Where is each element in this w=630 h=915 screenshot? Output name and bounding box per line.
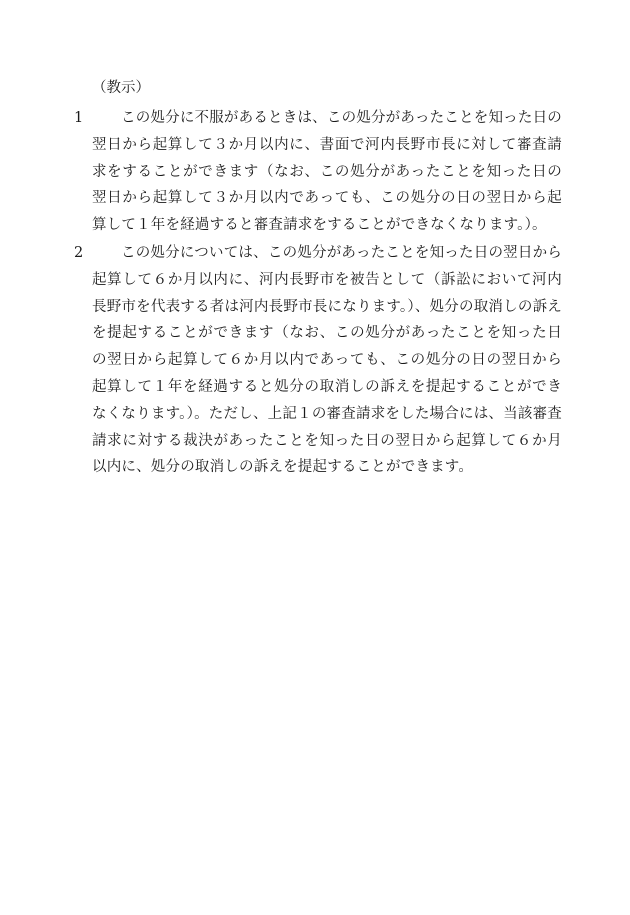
item-text: この処分については、この処分があったことを知った日の翌日から起算して６か月以内に、河内長野市を被告として（訴訟において河内長野市を代表する者は河内長野市長になります。）、処分の取消しの訴えを提起することができます（なお、この処分があったことを知った日の翌日から起算して６か月以内であっても、この処分の日の翌日から起算して１年を経過すると処分の取消しの訴えを提起することができなくなります。）。ただし、上記１の審査請求をした場合には、当該審査請求に対する裁決があったことを知った日の翌日から起算して６か月以内に、処分の取消しの訴えを提起することができます。 [92,245,562,476]
item-number: 1 [74,110,84,126]
section-heading: （教示） [92,80,150,96]
item-number: 2 [74,245,84,261]
item-text: この処分に不服があるときは、この処分があったことを知った日の翌日から起算して３か月以内に、書面で河内長野市長に対して審査請求をすることができます（なお、この処分があったことを知った日の翌日から起算して３か月以内であっても、この処分の日の翌日から起算して１年を経過すると審査請求をすることができなくなります。）。 [92,110,562,234]
